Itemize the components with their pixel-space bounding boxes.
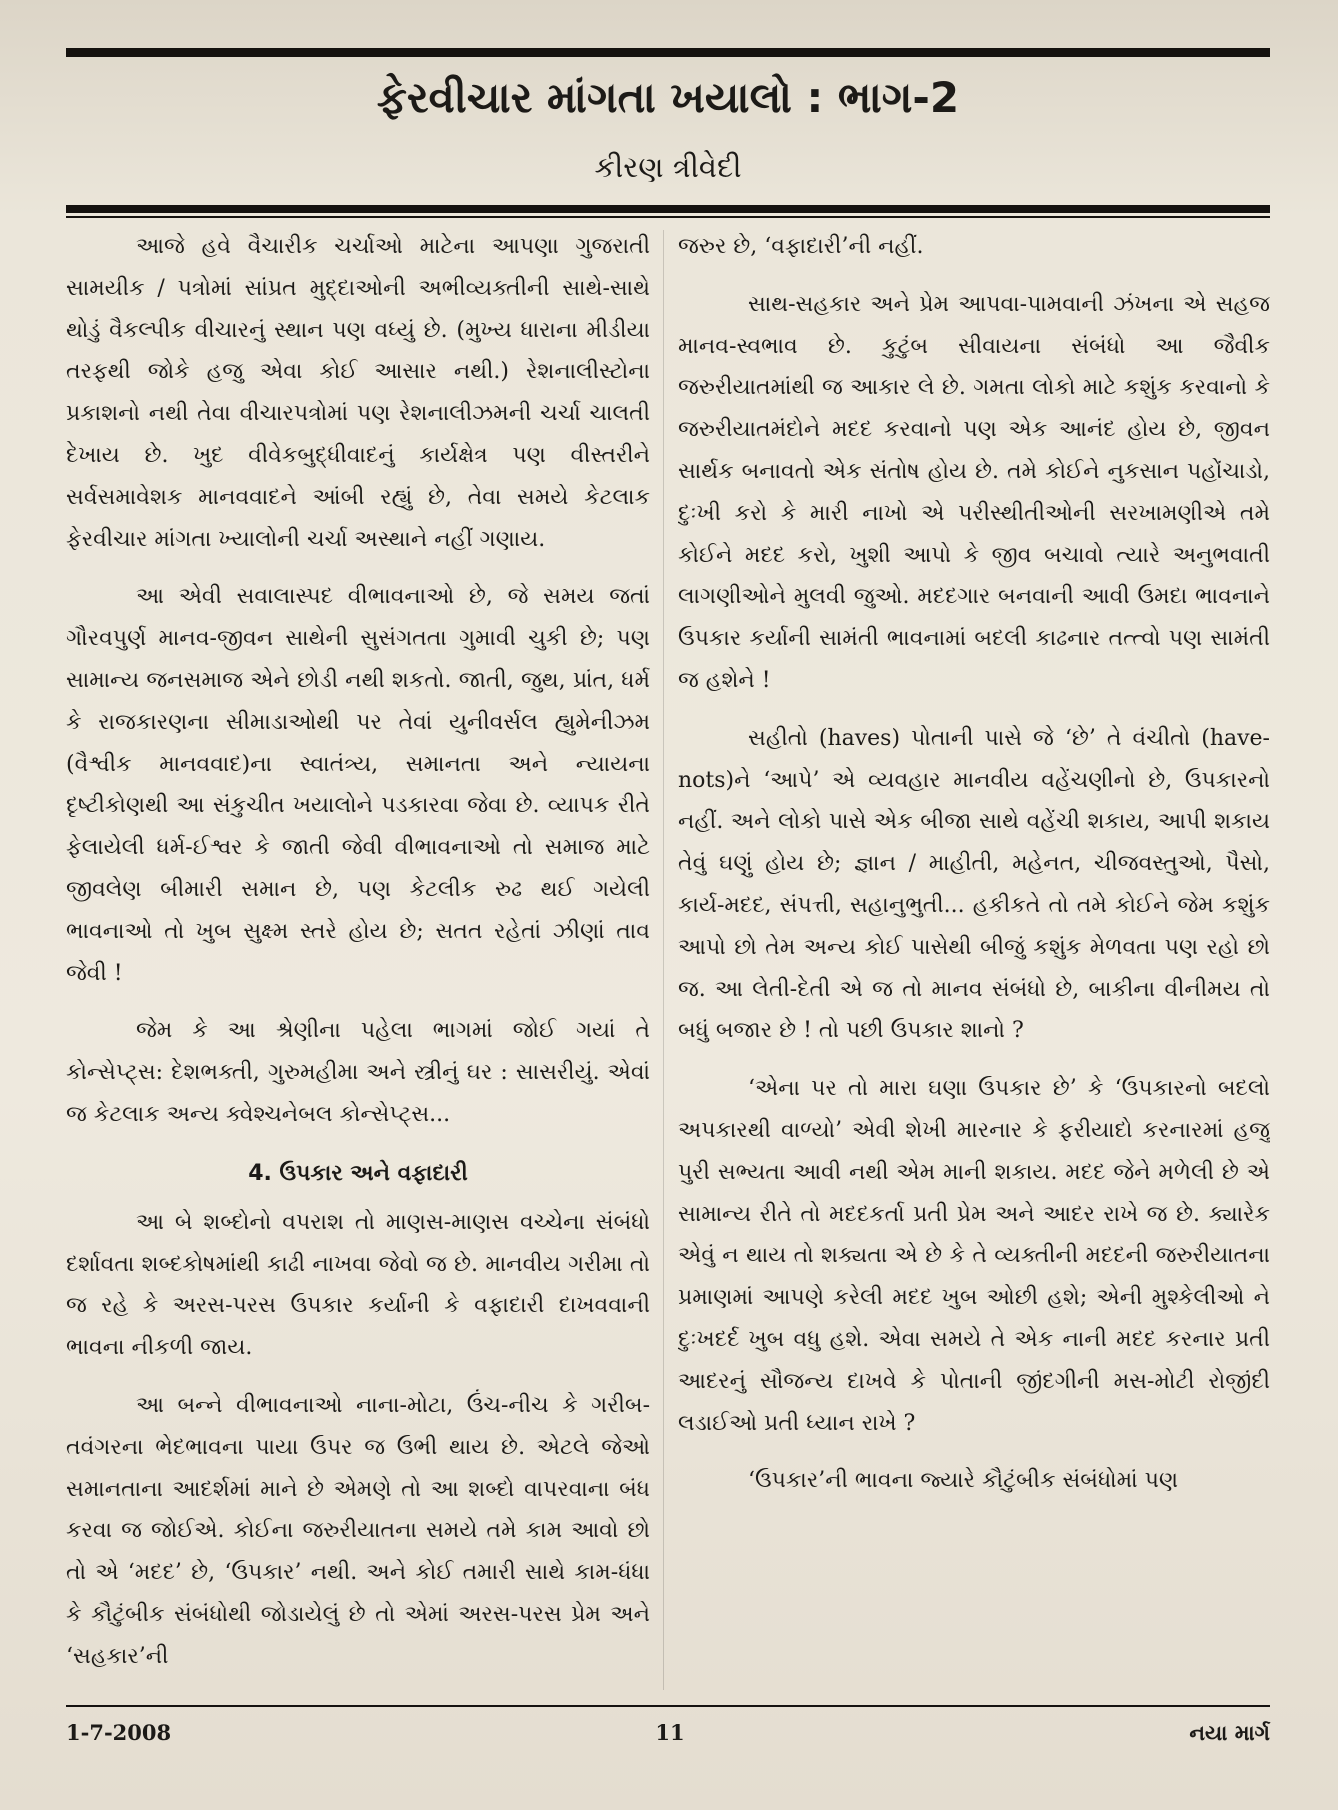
issue-date: 1-7-2008 — [66, 1720, 172, 1745]
paragraph: આ બન્ને વીભાવનાઓ નાના-મોટા, ઉંચ-નીચ કે ગરીબ-તવંગરના ભેદભાવના પાયા ઉપર જ ઉભી થાય છે. એટલે જેઓ સમાનતાના આદર્શમાં માને છે એમણે તો આ શબ્દો વાપરવાના બંધ કરવા જ જોઈએ. કોઈના જરુરીયાતના સમયે તમે કામ આવો છો તો એ ‘મદદ’ છે, ‘ઉપકાર’ નથી. અને કોઈ તમારી સાથે કામ-ધંધા કે કૌટુંબીક સંબંધોથી જોડાયેલું છે તો એમાં અરસ-પરસ પ્રેમ અને ‘સહકાર’ની — [66, 1392, 650, 1669]
magazine-name: નયા માર્ગ — [1189, 1721, 1270, 1745]
paragraph: ‘ઉપકાર’ની ભાવના જ્યારે કૌટુંબીક સંબંધોમાં પણ — [748, 1468, 1179, 1494]
page-number: 11 — [655, 1720, 685, 1745]
paragraph: સહીતો (haves) પોતાની પાસે જે ‘છે’ તે વંચીતો (have-nots)ને ‘આપે’ એ વ્યવહાર માનવીય વહેંચણીનો છે, ઉપકારનો નહીં. અને લોકો પાસે એક બીજા સાથે વહેંચી શકાય, આપી શકાય તેવું ઘણું હોય છે; જ્ઞાન / માહીતી, મહેનત, ચીજવસ્તુઓ, પૈસો, કાર્ય-મદદ, સંપત્તી, સહાનુભુતી... હકીકતે તો તમે કોઈને જેમ કશુંક આપો છો તેમ અન્ય કોઈ પાસેથી બીજું કશુંક મેળવતા પણ રહો છો જ. આ લેતી-દેતી એ જ તો માનવ સંબંધો છે, બાકીના વીનીમય તો બધું બજાર છે ! તો પછી ઉપકાર શાનો ? — [678, 725, 1270, 1044]
paragraph: સાથ-સહકાર અને પ્રેમ આપવા-પામવાની ઝંખના એ સહજ માનવ-સ્વભાવ છે. કુટુંબ સીવાયના સંબંધો આ જૈવીક જરુરીયાતમાંથી જ આકાર લે છે. ગમતા લોકો માટે કશુંક કરવાનો કે જરુરીયાતમંદોને મદદ કરવાનો પણ એક આનંદ હોય છે, જીવન સાર્થક બનાવતો એક સંતોષ હોય છે. તમે કોઈને નુકસાન પહોંચાડો, દુઃખી કરો કે મારી નાખો એ પરીસ્થીતીઓની સરખામણીએ તમે કોઈને મદદ કરો, ખુશી આપો કે જીવ બચાવો ત્યારે અનુભવાતી લાગણીઓને મુલવી જુઓ. મદદગાર બનવાની આવી ઉમદા ભાવનાને ઉપકાર કર્યાની સામંતી ભાવનામાં બદલી કાઢનાર તત્ત્વો પણ સામંતી જ હશેને ! — [678, 291, 1270, 693]
paragraph: ‘એના પર તો મારા ઘણા ઉપકાર છે’ કે ‘ઉપકારનો બદલો અપકારથી વાળ્યો’ એવી શેખી મારનાર કે ફરીયાદો કરનારમાં હજુ પુરી સભ્યતા આવી નથી એમ માની શકાય. મદદ જેને મળેલી છે એ સામાન્ય રીતે તો મદદકર્તા પ્રતી પ્રેમ અને આદર રાખે જ છે. ક્યારેક એવું ન થાય તો શક્યતા એ છે કે તે વ્યક્તીની મદદની જરુરીયાતના પ્રમાણમાં આપણે કરેલી મદદ ખુબ ઓછી હશે; એની મુશ્કેલીઓ ને દુઃખદર્દ ખુબ વધુ હશે. એવા સમયે તે એક નાની મદદ કરનાર પ્રતી આદરનું સૌજન્ય દાખવે કે પોતાની જીંદગીની મસ-મોટી રોજીંદી લડાઈઓ પ્રતી ધ્યાન રાખે ? — [678, 1076, 1270, 1436]
paragraph: આજે હવે વૈચારીક ચર્ચાઓ માટેના આપણા ગુજરાતી સામયીક / પત્રોમાં સાંપ્રત મુદ્દાઓની અભીવ્યક્તીની સાથે-સાથે થોડું વૈકલ્પીક વીચારનું સ્થાન પણ વધ્યું છે. (મુખ્ય ધારાના મીડીયા તરફથી જોકે હજુ એવા કોઈ આસાર નથી.) રેશનાલીસ્ટોના પ્રકાશનો નથી તેવા વીચારપત્રોમાં પણ રેશનાલીઝમની ચર્ચા ચાલતી દેખાય છે. ખુદ વીવેકબુદ્ધીવાદનું કાર્યક્ષેત્ર પણ વીસ્તરીને સર્વસમાવેશક માનવવાદને આંબી રહ્યું છે, તેવા સમયે કેટલાક ફેરવીચાર માંગતા ખ્યાલોની ચર્ચા અસ્થાને નહીં ગણાય. — [66, 234, 650, 552]
article-title: ફેરવીચાર માંગતા ખયાલો : ભાગ-2 — [376, 73, 960, 122]
paragraph: જેમ કે આ શ્રેણીના પહેલા ભાગમાં જોઈ ગયાં તે કોન્સેપ્ટ્સ: દેશભક્તી, ગુરુમહીમા અને સ્ત્રીનું ઘર : સાસરીયું. એવાં જ કેટલાક અન્ય ક્વેશ્ચનેબલ કોન્સેપ્ટ્સ... — [66, 1018, 650, 1127]
paragraph: આ એવી સવાલાસ્પદ વીભાવનાઓ છે, જે સમય જતાં ગૌરવપુર્ણ માનવ-જીવન સાથેની સુસંગતતા ગુમાવી ચુકી છે; પણ સામાન્ય જનસમાજ એને છોડી નથી શકતો. જાતી, જુથ, પ્રાંત, ધર્મ કે રાજકારણના સીમાડાઓથી પર તેવાં યુનીવર્સલ હ્યુમેનીઝમ (વૈશ્વીક માનવવાદ)ના સ્વાતંત્ર્ય, સમાનતા અને ન્યાયના દૃષ્ટીકોણથી આ સંકુચીત ખયાલોને પડકારવા જેવા છે. વ્યાપક રીતે ફેલાયેલી ધર્મ-ઈશ્વર કે જાતી જેવી વીભાવનાઓ તો સમાજ માટે જીવલેણ બીમારી સમાન છે, પણ કેટલીક રુઢ થઈ ગયેલી ભાવનાઓ તો ખુબ સુક્ષ્મ સ્તરે હોય છે; સતત રહેતાં ઝીણાં તાવ જેવી ! — [66, 584, 650, 986]
column-divider — [663, 230, 664, 1690]
paragraph: આ બે શબ્દોનો વપરાશ તો માણસ-માણસ વચ્ચેના સંબંધો દર્શાવતા શબ્દકોષમાંથી કાઢી નાખવા જેવો જ છે. માનવીય ગરીમા તો જ રહે કે અરસ-પરસ ઉપકાર કર્યાની કે વફાદારી દાખવવાની ભાવના નીકળી જાય. — [66, 1209, 650, 1361]
footer-rule — [66, 1705, 1270, 1707]
header-rule-thick — [66, 205, 1270, 213]
section-heading: 4. ઉપકાર અને વફાદારી — [248, 1160, 468, 1186]
paragraph-continued: જરુર છે, ‘વફાદારી’ની નહીં. — [678, 234, 924, 259]
header-rule-thin — [66, 216, 1270, 218]
author-name: કીરણ ત્રીવેદી — [594, 150, 742, 184]
right-column — [678, 226, 1270, 1701]
left-column — [66, 226, 650, 1701]
top-rule — [66, 48, 1270, 57]
